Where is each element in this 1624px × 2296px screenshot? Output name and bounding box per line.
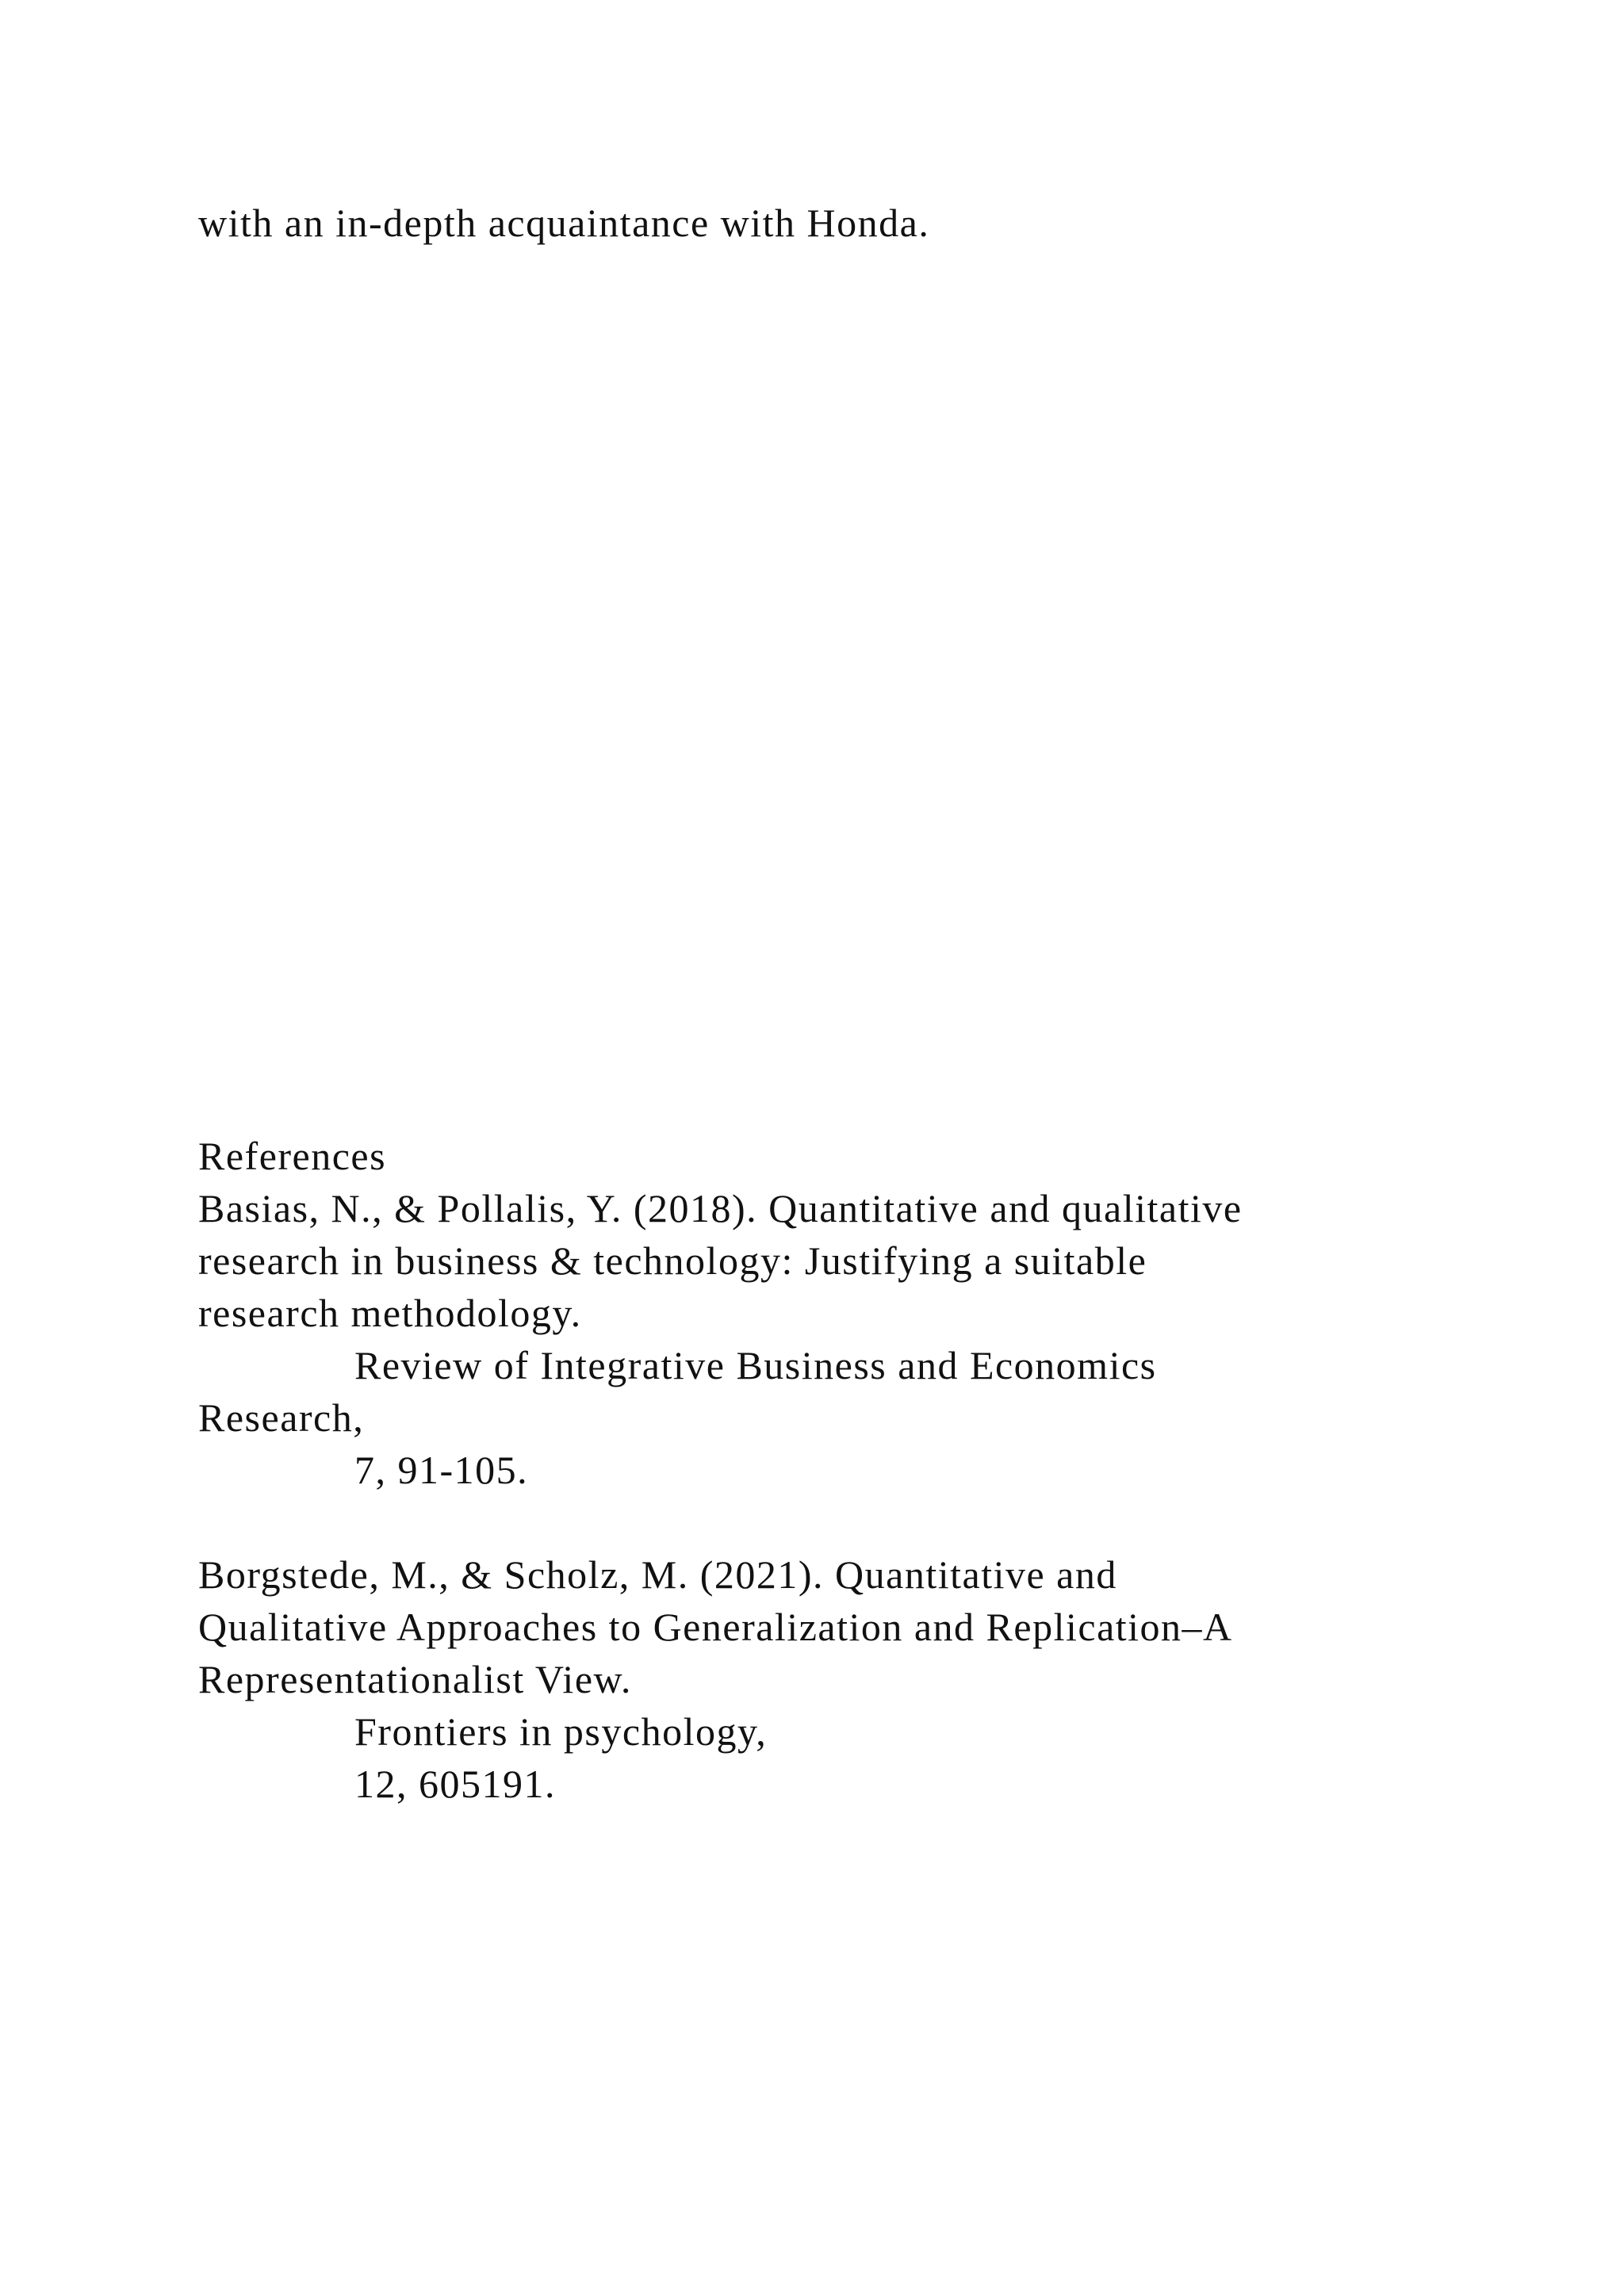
reference-volume-pages: 12, 605191. (354, 1762, 556, 1806)
reference-volume-pages: 7, 91-105. (354, 1448, 529, 1492)
reference-text-line: Qualitative Approaches to Generalization and Replication–A (198, 1605, 1233, 1649)
body-text-line: with an in-depth acquaintance with Honda. (198, 201, 930, 245)
reference-text-line: Borgstede, M., & Scholz, M. (2021). Quantitative and (198, 1552, 1117, 1597)
reference-journal-continued: Research, (198, 1395, 365, 1440)
reference-text-line: research in business & technology: Justifying a suitable (198, 1238, 1147, 1283)
reference-text-line: Basias, N., & Pollalis, Y. (2018). Quantitative and qualitative (198, 1186, 1243, 1230)
reference-journal: Frontiers in psychology, (354, 1709, 768, 1754)
reference-text-line: research methodology. (198, 1291, 582, 1335)
reference-journal: Review of Integrative Business and Economics (354, 1343, 1157, 1387)
references-heading: References (198, 1134, 387, 1178)
reference-text-line: Representationalist View. (198, 1657, 632, 1701)
